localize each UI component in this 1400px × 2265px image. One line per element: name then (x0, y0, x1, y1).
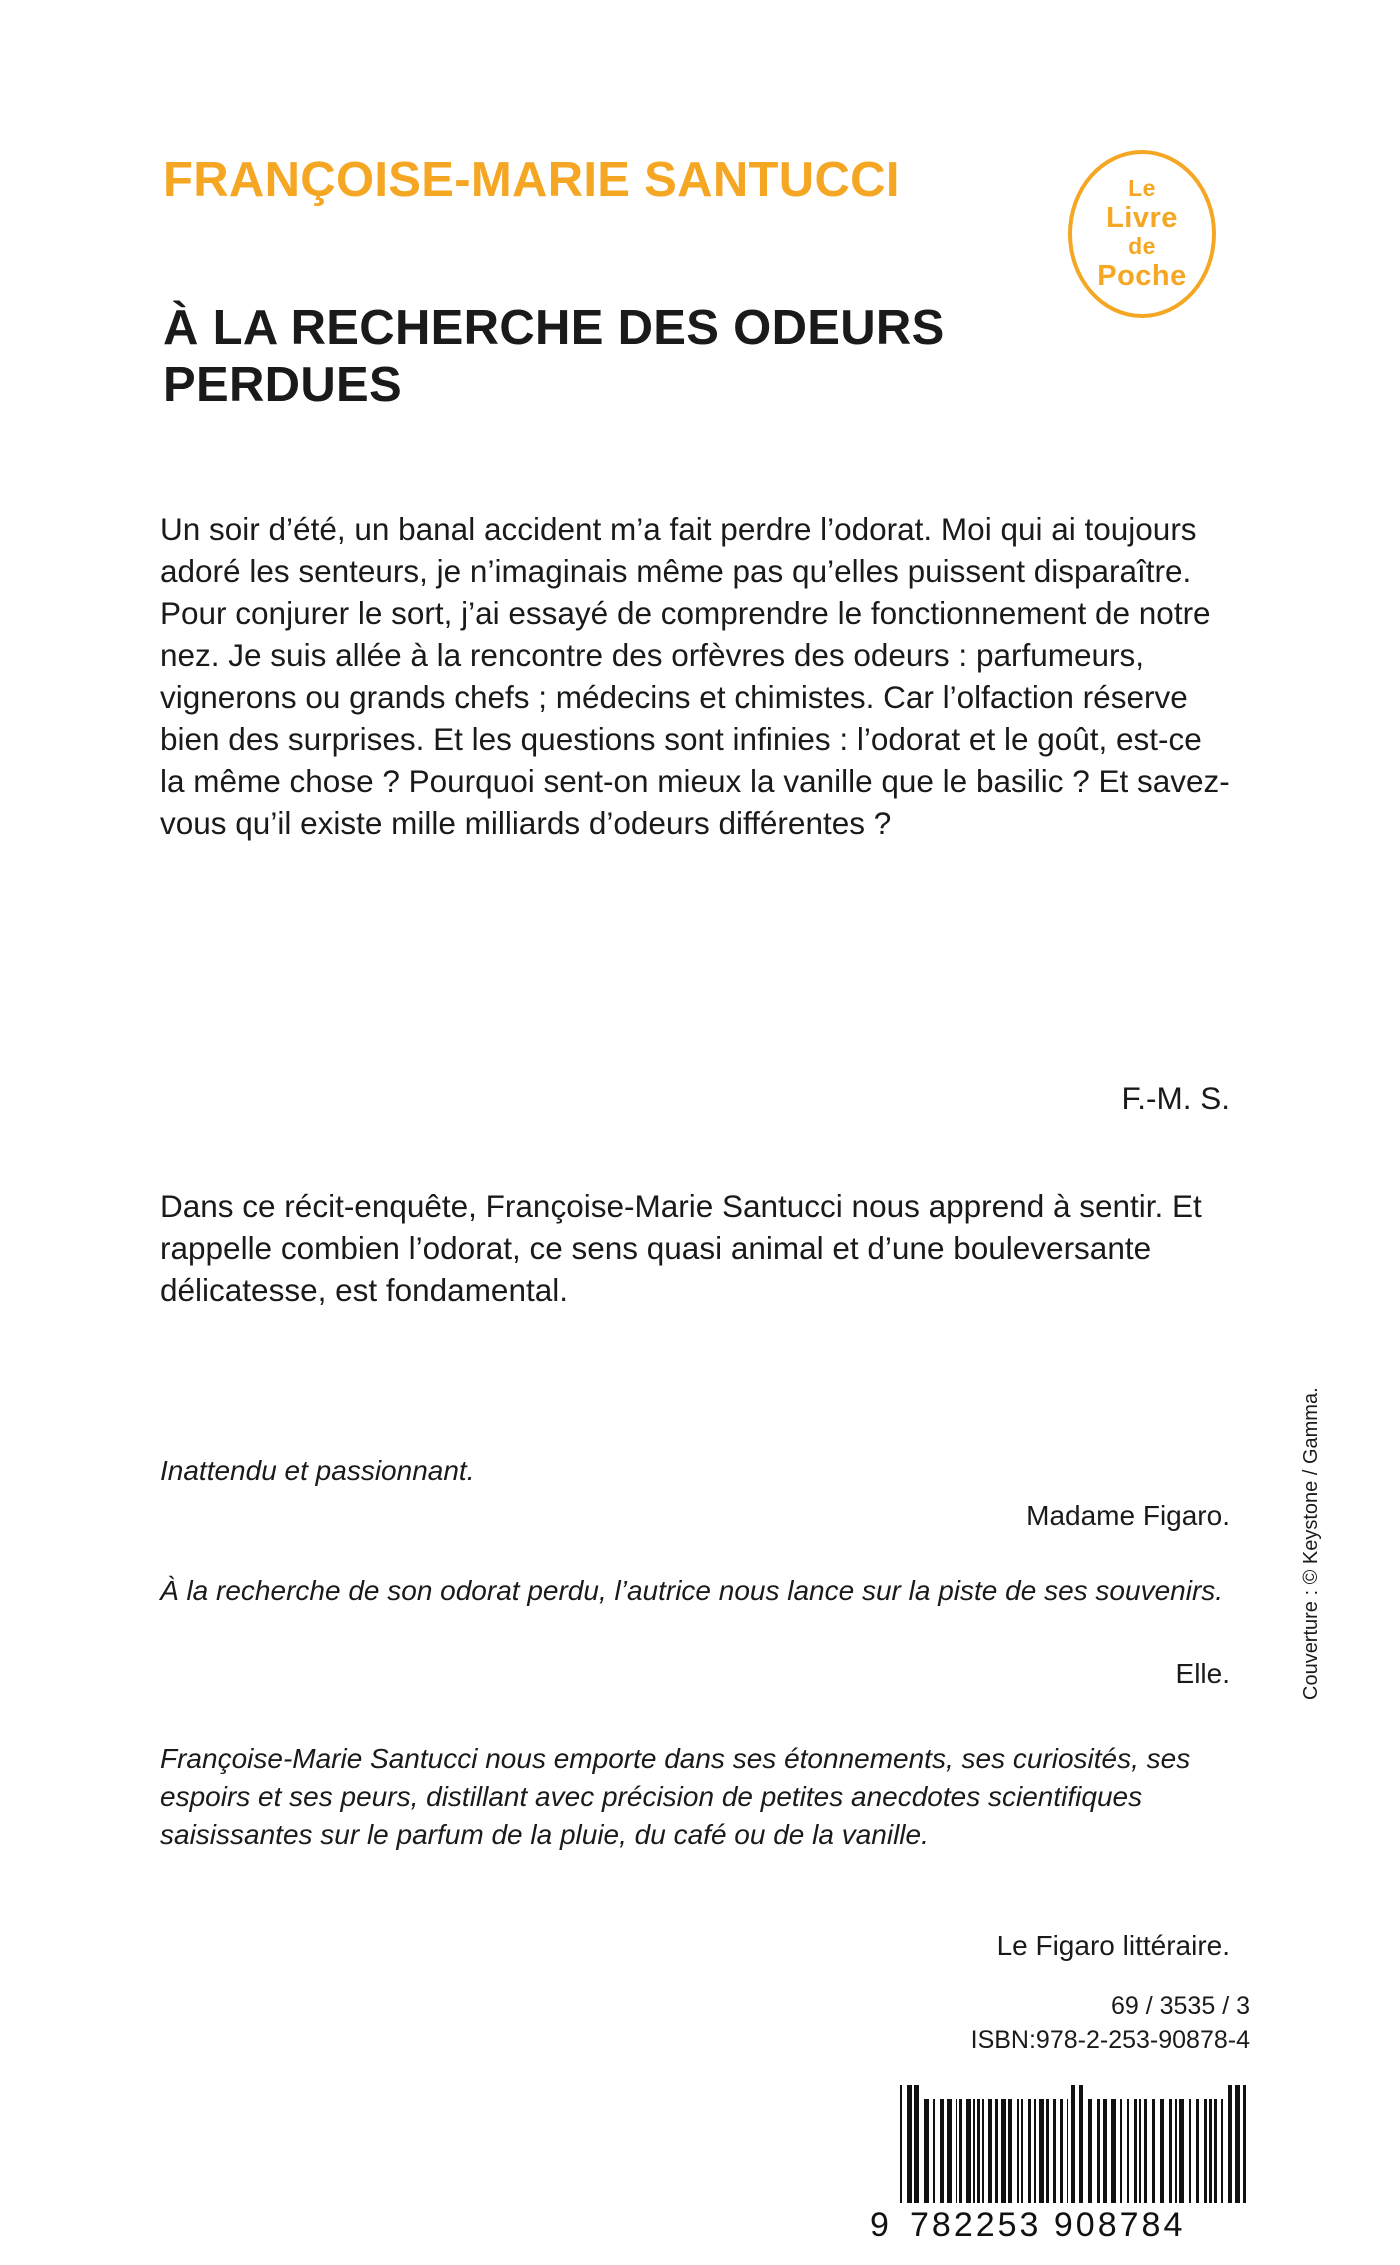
isbn-text: ISBN:978-2-253-90878-4 (970, 2025, 1250, 2054)
barcode-main-digits: 782253 908784 (910, 2206, 1186, 2244)
barcode-bars (900, 2085, 1250, 2203)
book-title: À LA RECHERCHE DES ODEURS PERDUES (163, 301, 945, 412)
press-quote: Inattendu et passionnant. (160, 1455, 475, 1486)
book-author: FRANÇOISE-MARIE SANTUCCI (163, 153, 900, 207)
logo-line-4: Poche (1097, 259, 1187, 292)
presentation-text: Dans ce récit-enquête, Françoise-Marie Santucci nous apprend à sentir. Et rappelle combien l’odorat, ce sens quasi animal et d’une bouleversante délicatesse, est fondamental. (160, 1188, 1202, 1309)
catalog-reference: 69 / 3535 / 3 (1110, 1992, 1250, 2020)
logo-line-2: Livre (1106, 201, 1178, 234)
press-quote: Françoise-Marie Santucci nous emporte dans ses étonnements, ses curiosités, ses espoirs et ses peurs, distillant avec précision de petites anecdotes scientifiques saisissantes sur le parfum de la pluie, du café ou de la vanille. (160, 1743, 1191, 1850)
barcode-lead-digit: 9 (870, 2206, 892, 2244)
blurb-text: Un soir d’été, un banal accident m’a fait perdre l’odorat. Moi qui ai toujours adoré les senteurs, je n’imaginais même pas qu’elles puissent disparaître. Pour conjurer le sort, j’ai essayé de comprendre le fonctionnement de notre nez. Je suis allée à la rencontre des orfèvres des odeurs : parfumeurs, vignerons ou grands chefs ; médecins et chimistes. Car l’olfaction réserve bien des surprises. Et les questions sont infinies : l’odorat et le goût, est-ce la même chose ? Pourquoi sent-on mieux la vanille que le basilic ? Et savez-vous qu’il existe mille milliards d’odeurs différentes ? (160, 511, 1230, 842)
codes-block (160, 1990, 1250, 2058)
press-quote: À la recherche de son odorat perdu, l’autrice nous lance sur la piste de ses souvenirs. (160, 1575, 1224, 1606)
blurb-signature: F.-M. S. (1121, 1080, 1230, 1116)
cover-credit: Couverture : © Keystone / Gamma. (1300, 1387, 1322, 1700)
logo-line-1: Le (1128, 174, 1156, 201)
publisher-logo (1068, 150, 1216, 318)
press-quote-source: Le Figaro littéraire. (996, 1930, 1230, 1961)
press-quote-source: Elle. (1175, 1658, 1230, 1689)
press-quote-source: Madame Figaro. (1026, 1500, 1230, 1531)
logo-line-3: de (1128, 233, 1156, 259)
barcode (870, 2085, 1250, 2245)
